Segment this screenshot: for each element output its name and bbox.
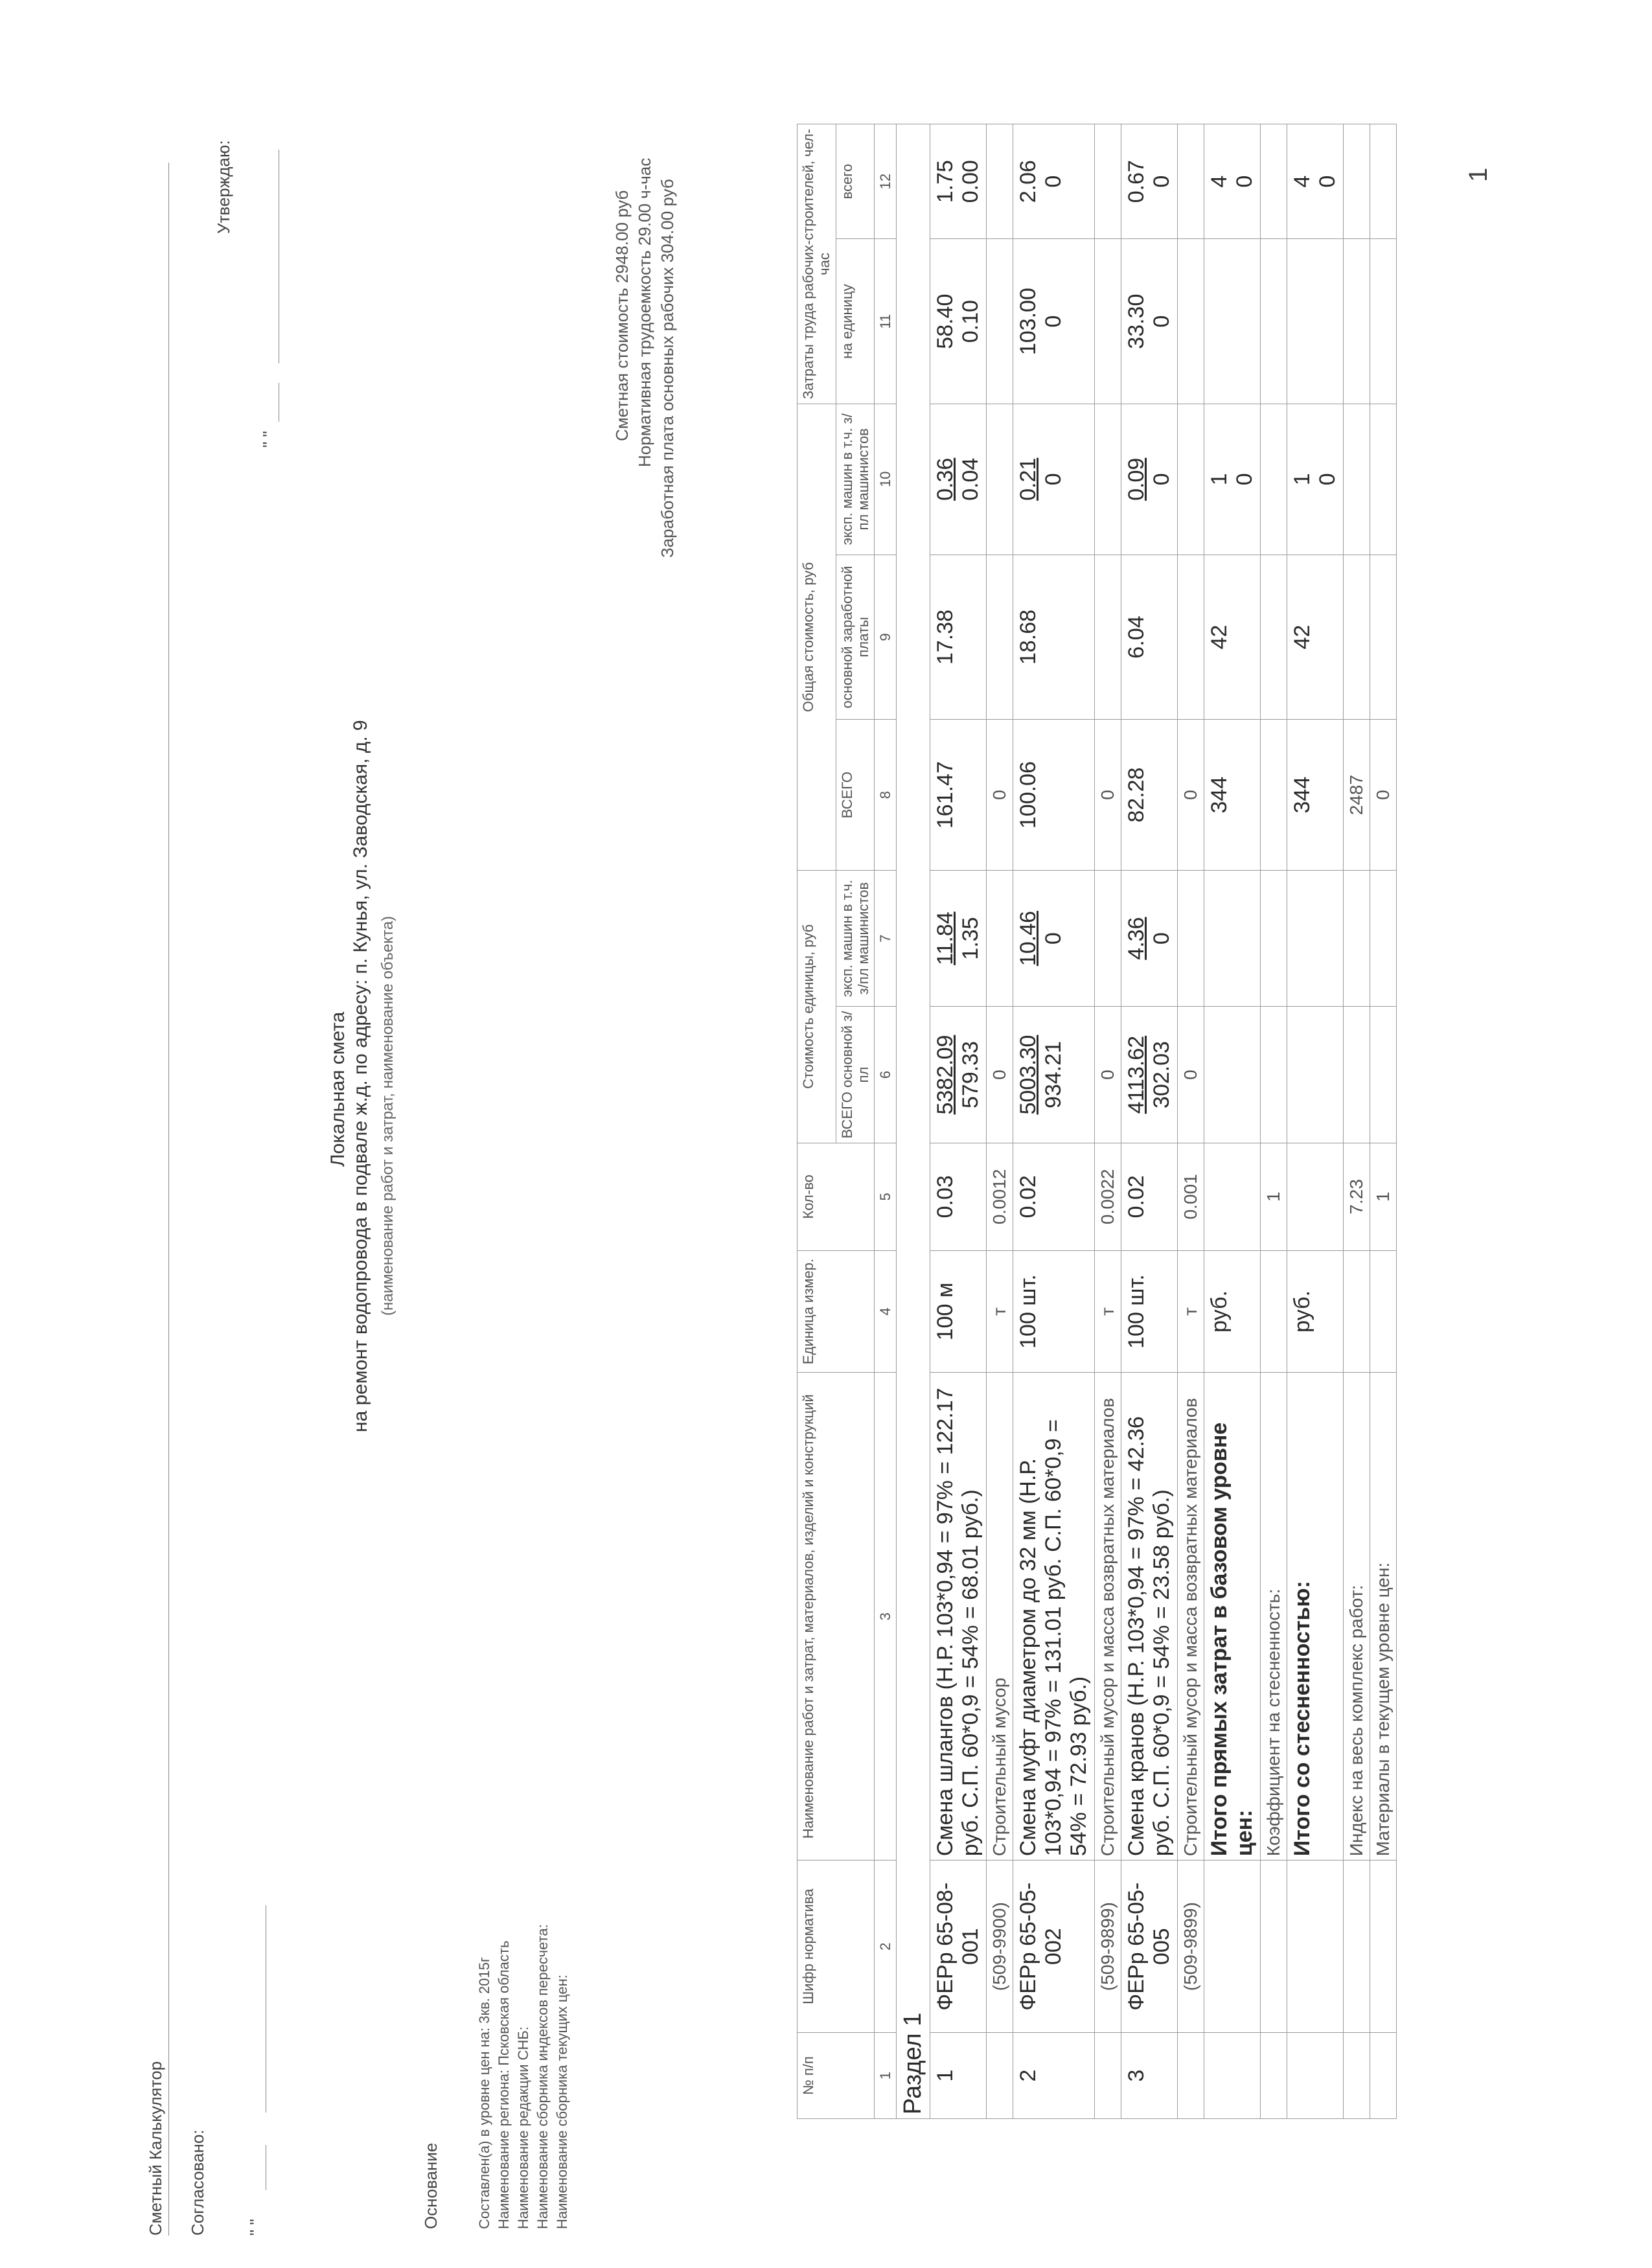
quantity: 0.02: [1013, 1143, 1095, 1250]
quantity: 0.001: [1178, 1143, 1204, 1250]
column-number: 6: [875, 1007, 897, 1143]
page-number: 1: [1464, 167, 1493, 182]
col-num: № п/п: [797, 2033, 875, 2119]
labor-unit: 33.30: [1124, 293, 1149, 349]
date-mark-right: " ": [259, 431, 279, 448]
column-number: 12: [875, 124, 897, 239]
total-cost: 100.06: [1013, 720, 1095, 871]
material-code: (509-9899): [1095, 1861, 1121, 2033]
labor-total-cell: [1013, 124, 1095, 239]
unit-cost-cell: [930, 1007, 987, 1143]
labor-total: 0.67: [1124, 160, 1149, 203]
column-number: 11: [875, 239, 897, 404]
unit-cost-total: 0: [1095, 1007, 1121, 1143]
col-unit: Единица измер.: [797, 1250, 875, 1372]
coefficient-row: [1261, 124, 1287, 2119]
work-name: Смена кранов (Н.Р. 103*0,94 = 97% = 42.36 руб. С.П. 60*0,9 = 54% = 23.58 руб.): [1121, 1373, 1178, 1861]
section-title: Раздел 1: [897, 124, 930, 2119]
material-name: Строительный мусор и масса возвратных материалов: [1095, 1373, 1121, 1861]
unit: т: [987, 1250, 1013, 1372]
estimate-subject: на ремонт водопровода в подвале ж.д. по адресу: п. Кунья, ул. Заводская, д. 9: [350, 720, 371, 1432]
column-number: 3: [875, 1373, 897, 1861]
labor-unit-machinists: 0: [1041, 315, 1066, 328]
table-row: [1178, 124, 1204, 2119]
unit-cost-wages: 302.03: [1149, 1041, 1175, 1109]
total-cost: 0: [1178, 720, 1204, 871]
total-machines-wages: 0: [1041, 473, 1066, 486]
unit-machines-cell: [1013, 870, 1095, 1006]
labor-total-machinists: 0: [1041, 175, 1066, 188]
unit-machines: 4.36: [1124, 917, 1149, 960]
column-numbers-row: [875, 124, 897, 2119]
estimate-table: [797, 124, 1397, 2119]
column-number: 4: [875, 1250, 897, 1372]
basis-line: Наименование редакции СНБ:: [515, 2026, 531, 2229]
total-machines-cell: [1121, 404, 1178, 555]
total-cost: 2487: [1344, 720, 1370, 871]
unit-machines: 10.46: [1016, 911, 1041, 967]
labor-group: Затраты труда рабочих-строителей, чел-час: [797, 124, 836, 404]
norm-code: ФЕРр 65-05-002: [1013, 1861, 1095, 2033]
material-name: Строительный мусор и масса возвратных материалов: [1178, 1373, 1204, 1861]
total-cost: 344: [1204, 720, 1261, 871]
basis-line: Наименование региона: Псковская область: [496, 1940, 512, 2229]
wages-total: Заработная плата основных рабочих 304.00 руб: [658, 179, 677, 558]
labor-total-machinists: 0: [1315, 175, 1340, 188]
total-with-tightness-label: Итого со стесненностью:: [1287, 1373, 1344, 1861]
material-code: (509-9900): [987, 1861, 1013, 2033]
unit-machines-wages: 1.35: [958, 917, 983, 960]
total-direct-costs-label: Итого прямых затрат в базовом уровне цен:: [1204, 1373, 1261, 1861]
labor-total: 4: [1290, 175, 1315, 188]
column-number: 9: [875, 555, 897, 720]
col-unit-machines: эксп. машин в т.ч. з/пл машинистов: [836, 870, 875, 1006]
coefficient-value: 1: [1261, 1143, 1287, 1250]
table-row: [1013, 124, 1095, 2119]
total-machines-wages: 0: [1232, 473, 1257, 486]
column-number: 1: [875, 2033, 897, 2119]
labor-total-machinists: 0: [1232, 175, 1257, 188]
labor-total-machinists: 0: [1149, 175, 1175, 188]
date-mark-left: " ": [246, 2219, 266, 2236]
labor-unit-cell: [1013, 239, 1095, 404]
unit: руб.: [1204, 1250, 1261, 1372]
labor-unit-machinists: 0: [1149, 315, 1175, 328]
col-labor-total: всего: [836, 124, 875, 239]
column-number: 7: [875, 870, 897, 1006]
estimate-cost: Сметная стоимость 2948.00 руб: [612, 190, 632, 441]
row-number: 3: [1121, 2033, 1178, 2119]
labor-total-cell: [1121, 124, 1178, 239]
total-machines: 0.36: [933, 457, 958, 501]
unit: руб.: [1287, 1250, 1344, 1372]
unit-machines-wages: 0: [1041, 932, 1066, 945]
unit: т: [1095, 1250, 1121, 1372]
labor-total-cell: [930, 124, 987, 239]
total-machines-wages: 0.04: [958, 457, 983, 501]
unit-cost-total: 4113.62: [1124, 1035, 1149, 1114]
quantity: 0.0022: [1095, 1143, 1121, 1250]
quantity: 0.0012: [987, 1143, 1013, 1250]
table-row: [1121, 124, 1178, 2119]
program-name: Сметный Калькулятор: [146, 2061, 165, 2236]
unit-cost-total: 0: [1178, 1007, 1204, 1143]
total-machines-cell: [930, 404, 987, 555]
total-machines: 0.09: [1124, 457, 1149, 501]
labor-total-machinists: 0.00: [958, 160, 983, 203]
basis-label: Основание: [421, 2142, 441, 2229]
total-machines: 0.21: [1016, 457, 1041, 501]
estimate-title: Локальная смета: [327, 1011, 349, 1167]
subject-caption: (наименование работ и затрат, наименование объекта): [379, 915, 396, 1316]
total-wages: 6.04: [1121, 555, 1178, 720]
total-wages: 18.68: [1013, 555, 1095, 720]
total-machines-wages: 0: [1149, 473, 1175, 486]
table-row: [1095, 124, 1121, 2119]
col-qty: Кол-во: [797, 1143, 875, 1250]
labor-total-cell: [1287, 124, 1344, 239]
total-machines-cell: [1204, 404, 1261, 555]
row-number: 1: [930, 2033, 987, 2119]
column-number: 8: [875, 720, 897, 871]
unit-cost-total: 0: [987, 1007, 1013, 1143]
total-wages: 42: [1287, 555, 1344, 720]
labor-total: 1.75: [933, 160, 958, 203]
total-wages: 42: [1204, 555, 1261, 720]
material-name: Строительный мусор: [987, 1373, 1013, 1861]
total-cost: 0: [987, 720, 1013, 871]
total-machines-cell: [1013, 404, 1095, 555]
basis-line: Составлен(а) в уровне цен на: 3кв. 2015г: [476, 1957, 492, 2229]
work-name: Смена шлангов (Н.Р. 103*0,94 = 97% = 122.17 руб. С.П. 60*0,9 = 54% = 68.01 руб.): [930, 1373, 987, 1861]
total-machines-wages: 0: [1315, 473, 1340, 486]
unit-cost-cell: [1013, 1007, 1095, 1143]
labor-total: 2.06: [1016, 160, 1041, 203]
unit-machines: 11.84: [933, 911, 958, 965]
labor-total-cell: [1204, 124, 1261, 239]
total-row: [1287, 124, 1344, 2119]
quantity: 0.03: [930, 1143, 987, 1250]
column-number: 5: [875, 1143, 897, 1250]
total-cost: 0: [1370, 720, 1397, 871]
col-total: ВСЕГО: [836, 720, 875, 871]
header-row: [797, 124, 836, 2119]
labor-unit: 58.40: [933, 293, 958, 349]
labor-unit-cell: [1121, 239, 1178, 404]
norm-code: ФЕРр 65-05-005: [1121, 1861, 1178, 2033]
col-unit-total: ВСЕГО основной з/пл: [836, 1007, 875, 1143]
materials-current-prices-label: Материалы в текущем уровне цен:: [1370, 1373, 1397, 1861]
total-wages: 17.38: [930, 555, 987, 720]
col-total-machines: эксп. машин в т.ч. з/пл машинистов: [836, 404, 875, 555]
section-row: [897, 124, 930, 2119]
total-cost: 82.28: [1121, 720, 1178, 871]
total-cost: 344: [1287, 720, 1344, 871]
unit: 100 м: [930, 1250, 987, 1372]
basis-line: Наименование сборника текущих цен:: [554, 1975, 570, 2229]
normative-labor: Нормативная трудоемкость 29.00 ч-час: [635, 157, 654, 467]
unit: т: [1178, 1250, 1204, 1372]
col-labor-unit: на единицу: [836, 239, 875, 404]
total-machines-cell: [1287, 404, 1344, 555]
norm-code: ФЕРр 65-08-001: [930, 1861, 987, 2033]
agreed-label: Согласовано:: [188, 2129, 207, 2236]
material-code: (509-9899): [1178, 1861, 1204, 2033]
column-number: 10: [875, 404, 897, 555]
unit-cost-wages: 579.33: [958, 1041, 983, 1109]
work-name: Смена муфт диаметром до 32 мм (Н.Р. 103*0,94 = 97% = 131.01 руб. С.П. 60*0,9 = 54% = 72.93 руб.): [1013, 1373, 1095, 1861]
table-row: [930, 124, 987, 2119]
basis-line: Наименование сборника индексов пересчета:: [534, 1924, 551, 2229]
unit-machines-cell: [1121, 870, 1178, 1006]
unit-cost-total: 5003.30: [1016, 1035, 1041, 1115]
labor-unit: 103.00: [1016, 288, 1041, 356]
unit-cost-group: Стоимость единицы, руб: [797, 870, 836, 1143]
unit-cost-cell: [1121, 1007, 1178, 1143]
index-value: 7.23: [1344, 1143, 1370, 1250]
unit-cost-total: 5382.09: [933, 1035, 958, 1115]
row-number: 2: [1013, 2033, 1095, 2119]
index-row: [1370, 124, 1397, 2119]
col-total-wages: основной заработной платы: [836, 555, 875, 720]
labor-unit-machinists: 0.10: [958, 300, 983, 343]
approve-label: Утверждаю:: [214, 140, 233, 234]
table-row: [987, 124, 1013, 2119]
unit-cost-wages: 934.21: [1041, 1041, 1066, 1109]
index-row: [1344, 124, 1370, 2119]
quantity: 0.02: [1121, 1143, 1178, 1250]
complex-index-label: Индекс на весь комплекс работ:: [1344, 1373, 1370, 1861]
unit: 100 шт.: [1013, 1250, 1095, 1372]
tightness-coefficient-label: Коэффициент на стесненность:: [1261, 1373, 1287, 1861]
column-number: 2: [875, 1861, 897, 2033]
total-machines: 1: [1290, 473, 1315, 486]
unit-machines-cell: [930, 870, 987, 1006]
col-name: Наименование работ и затрат, материалов, изделий и конструкций: [797, 1373, 875, 1861]
total-machines: 1: [1207, 473, 1232, 486]
col-code: Шифр норматива: [797, 1861, 875, 2033]
total-cost: 0: [1095, 720, 1121, 871]
index-value: 1: [1370, 1143, 1397, 1250]
labor-total: 4: [1207, 175, 1232, 188]
unit: 100 шт.: [1121, 1250, 1178, 1372]
unit-machines-wages: 0: [1149, 932, 1175, 945]
total-cost-group: Общая стоимость, руб: [797, 404, 836, 871]
total-row: [1204, 124, 1261, 2119]
total-cost: 161.47: [930, 720, 987, 871]
labor-unit-cell: [930, 239, 987, 404]
